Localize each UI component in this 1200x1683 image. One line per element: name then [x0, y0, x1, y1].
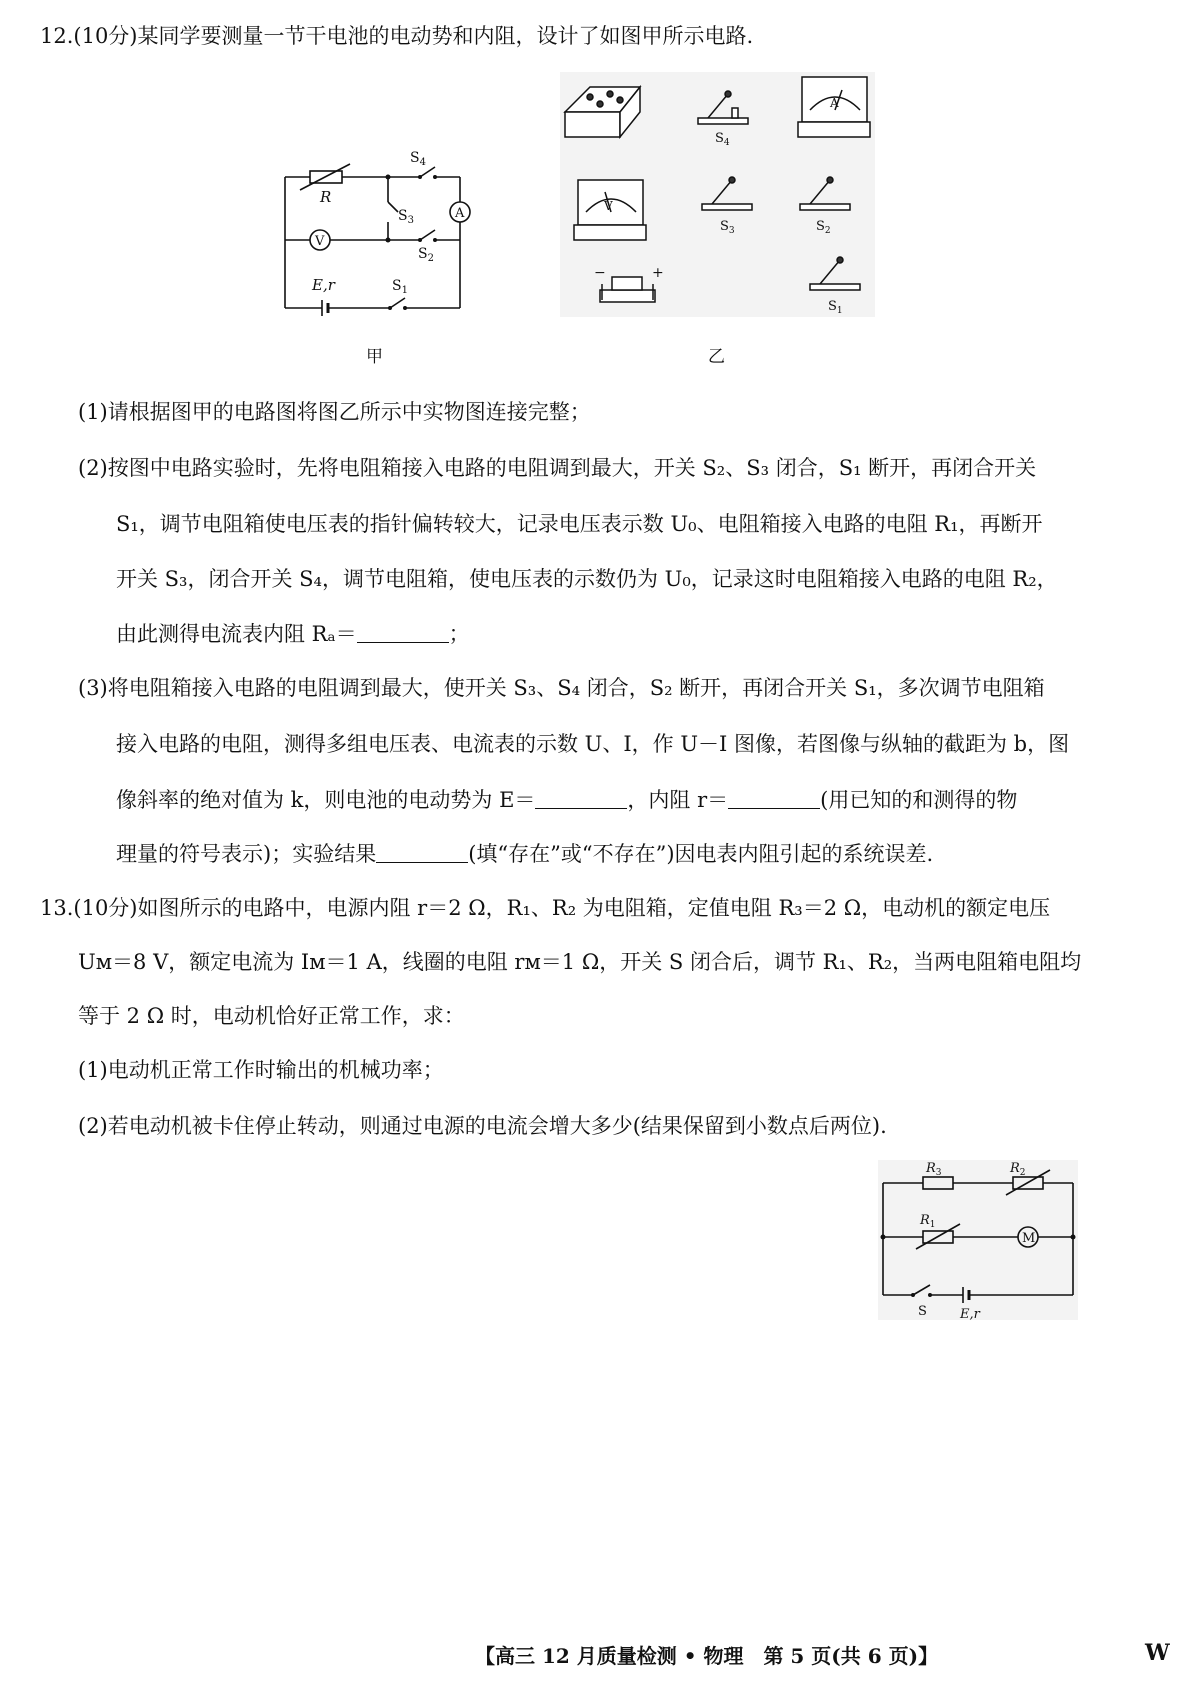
yi-label-A: A	[830, 96, 839, 110]
q13-part2: (2)若电动机被卡住停止转动，则通过电源的电流会增大多少(结果保留到小数点后两位).	[78, 1114, 887, 1138]
fig-yi-caption: 乙	[708, 347, 725, 367]
q12-part1: (1)请根据图甲的电路图将图乙所示中实物图连接完整；	[78, 400, 591, 424]
yi-label-S3: S	[720, 219, 729, 234]
jia-label-S3sub: 3	[407, 215, 414, 226]
yi-label-S4: S	[715, 131, 724, 146]
q13-label-R3: R	[926, 1161, 936, 1176]
answer-blank-ra[interactable]	[357, 622, 449, 643]
jia-label-S4: S	[410, 150, 420, 166]
jia-label-S1: S	[392, 278, 402, 294]
q12-part3-line3-a: 像斜率的绝对值为 k，则电池的电动势为 E＝	[116, 788, 536, 812]
q12-part3-line4-a: 理量的符号表示)；实验结果	[116, 842, 377, 866]
q13-label-R2sub: 2	[1019, 1168, 1026, 1178]
answer-blank-r[interactable]	[728, 788, 820, 809]
jia-label-V: V	[315, 234, 325, 249]
yi-label-S3sub: 3	[728, 226, 735, 236]
answer-blank-e[interactable]	[535, 788, 627, 809]
q12-part3-line3	[116, 786, 1017, 814]
circuit-diagram-q13	[878, 1160, 1078, 1320]
circuit-diagram-jia	[270, 140, 480, 320]
q12-part2-line2: S₁，调节电阻箱使电压表的指针偏转较大，记录电压表示数 U₀、电阻箱接入电路的电阻 R₁，再断开	[116, 512, 1043, 536]
yi-label-plus: +	[652, 265, 664, 281]
q13-line3: 等于 2 Ω 时，电动机恰好正常工作，求：	[78, 1004, 465, 1028]
q12-part2-line3: 开关 S₃，闭合开关 S₄，调节电阻箱，使电压表的示数仍为 U₀，记录这时电阻箱接入电路的电阻 R₂，	[116, 567, 1058, 591]
fig-jia-caption: 甲	[366, 347, 383, 367]
q13-label-R2: R	[1010, 1161, 1020, 1176]
footer-mark: W	[1145, 1640, 1170, 1666]
q13-label-R1sub: 1	[929, 1220, 936, 1230]
q13-line1: 13.(10分)如图所示的电路中，电源内阻 r＝2 Ω，R₁、R₂ 为电阻箱，定值电阻 R₃＝2 Ω，电动机的额定电压	[40, 896, 1051, 920]
q13-label-R1: R	[920, 1213, 930, 1228]
yi-label-S2: S	[816, 219, 825, 234]
jia-label-S3: S	[398, 208, 408, 224]
yi-label-V: V	[604, 199, 613, 213]
answer-blank-error[interactable]	[376, 842, 468, 863]
q12-part2-line4	[116, 620, 470, 648]
q12-part3-line1: (3)将电阻箱接入电路的电阻调到最大，使开关 S₃、S₄ 闭合，S₂ 断开，再闭合开关 S₁，多次调节电阻箱	[78, 676, 1045, 700]
jia-label-A: A	[455, 206, 465, 221]
svg-text:S3	[398, 208, 414, 226]
yi-label-S1: S	[828, 299, 837, 314]
q13-label-M: M	[1022, 1231, 1036, 1246]
svg-text:S1	[392, 278, 408, 296]
q12-title: 12.(10分)某同学要测量一节干电池的电动势和内阻，设计了如图甲所示电路.	[40, 24, 754, 48]
apparatus-diagram-yi	[560, 72, 875, 317]
q12-part3-line3-b: ，内阻 r＝	[627, 788, 729, 812]
q12-part3-line4	[116, 840, 933, 868]
yi-label-minus: −	[594, 265, 606, 281]
page-footer: 【高三 12 月质量检测 • 物理 第 5 页(共 6 页)】	[475, 1644, 939, 1668]
jia-label-S1sub: 1	[401, 285, 408, 296]
q12-part2-line1: (2)按图中电路实验时，先将电阻箱接入电路的电阻调到最大，开关 S₂、S₃ 闭合，S₁ 断开，再闭合开关	[78, 456, 1037, 480]
q12-part3-line4-b: (填“存在”或“不存在”)因电表内阻引起的系统误差.	[468, 842, 934, 866]
q13-label-Er: E,r	[960, 1307, 980, 1320]
q12-part3-line2: 接入电路的电阻，测得多组电压表、电流表的示数 U、I，作 U－I 图像，若图像与纵轴的截距为 b，图	[116, 732, 1070, 756]
q13-label-R3sub: 3	[935, 1168, 942, 1178]
svg-text:S4	[410, 150, 426, 168]
jia-label-Er: E,r	[312, 276, 335, 294]
q12-part2-line4-text: 由此测得电流表内阻 Rₐ＝	[116, 622, 357, 646]
q13-part1: (1)电动机正常工作时输出的机械功率；	[78, 1058, 444, 1082]
jia-label-R: R	[320, 188, 332, 206]
svg-text:S2	[418, 246, 434, 264]
jia-label-S4sub: 4	[419, 157, 426, 168]
q13-line2: Uᴍ＝8 V，额定电流为 Iᴍ＝1 A，线圈的电阻 rᴍ＝1 Ω，开关 S 闭合后，调节 R₁、R₂，当两电阻箱电阻均	[78, 950, 1082, 974]
jia-label-S2: S	[418, 246, 428, 262]
q13-label-S: S	[918, 1304, 927, 1319]
jia-label-S2sub: 2	[427, 253, 434, 264]
yi-label-S2sub: 2	[824, 226, 831, 236]
yi-label-S1sub: 1	[836, 306, 843, 316]
yi-label-S4sub: 4	[723, 138, 730, 148]
q12-part2-line4-end: ；	[448, 622, 470, 646]
q12-part3-line3-c: (用已知的和测得的物	[820, 788, 1018, 812]
